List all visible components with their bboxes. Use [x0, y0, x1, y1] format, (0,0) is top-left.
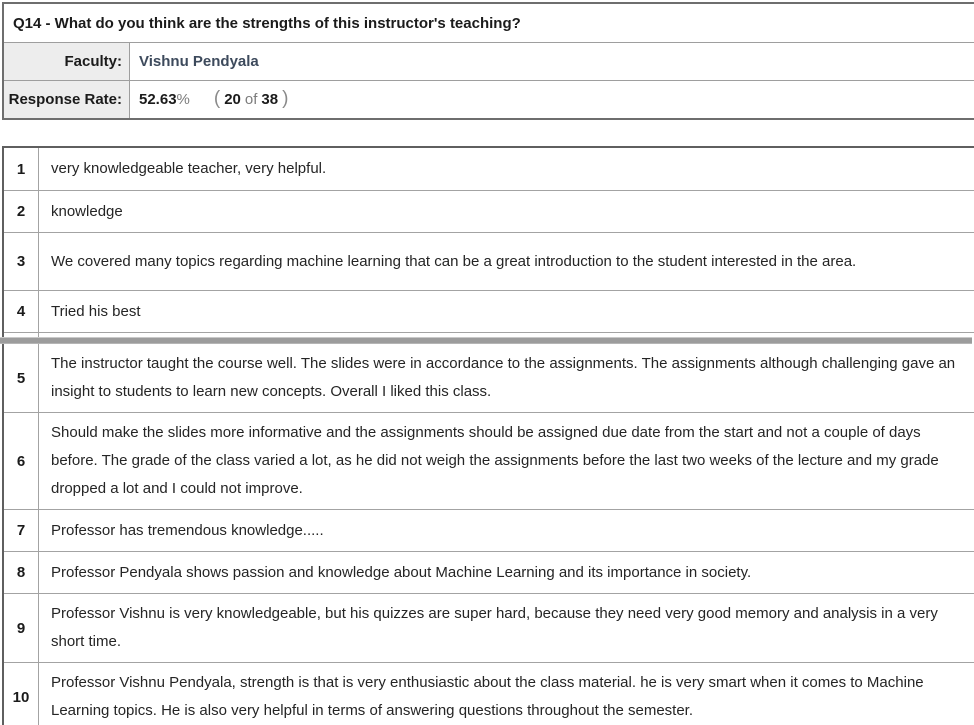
response-number: 5: [4, 344, 39, 412]
percent-sign: %: [176, 91, 190, 108]
response-row: [4, 148, 974, 190]
response-rate-value: 52.63: [139, 91, 177, 108]
faculty-name: Vishnu Pendyala: [139, 53, 259, 70]
response-row: [4, 593, 974, 662]
response-text: knowledge: [51, 202, 123, 220]
faculty-label: Faculty:: [4, 43, 130, 80]
responses-table-top: [2, 146, 974, 337]
response-text: Should make the slides more informative and the assignments should be assigned due date from the start and not a couple of days before. The grade of the class varied a lot, as he did not weigh the assignments before the last two weeks of the lecture and my grade dropped a lot and I could not improve.: [51, 424, 939, 497]
response-number: 8: [4, 552, 39, 593]
response-number: 2: [4, 191, 39, 232]
response-text: Professor Pendyala shows passion and knowledge about Machine Learning and its importance in society.: [51, 563, 752, 581]
responses-table-bottom: [2, 344, 974, 725]
response-number: 10: [4, 663, 39, 725]
response-row: [4, 551, 974, 593]
response-row: [4, 290, 974, 332]
response-number: 6: [4, 413, 39, 509]
paren-open: (: [213, 87, 221, 109]
response-number: 9: [4, 594, 39, 662]
response-number: 4: [4, 291, 39, 332]
responded-count: 20: [224, 91, 241, 108]
response-text: The instructor taught the course well. The slides were in accordance to the assignments. The assignments although challenging gave an insight to students to learn new concepts. Overall I liked this class.: [51, 355, 956, 400]
response-number: 3: [4, 233, 39, 290]
paren-close: ): [282, 87, 289, 109]
response-number: 1: [4, 148, 39, 190]
page-break-bar: [0, 337, 972, 344]
response-row: [4, 412, 974, 509]
response-number: [4, 333, 39, 337]
response-text: Professor has tremendous knowledge.....: [51, 521, 324, 539]
response-row: [4, 509, 974, 551]
faculty-row: [4, 42, 974, 80]
survey-report-page: [0, 2, 974, 725]
invited-count: 38: [261, 91, 279, 108]
response-rate-row: [4, 80, 974, 118]
question-title: Q14 - What do you think are the strengths of this instructor's teaching?: [13, 14, 521, 32]
question-row: [4, 4, 974, 42]
response-row: [4, 344, 974, 412]
response-text: Tried his best: [51, 302, 141, 320]
response-row: [4, 232, 974, 290]
response-text: Professor Vishnu Pendyala, strength is that is very enthusiastic about the class material. he is very smart when it comes to Machine Learning topics. He is also very helpful in terms of answering questions throughout the semester.: [51, 674, 924, 719]
response-count-group: [214, 89, 289, 111]
response-row: [4, 662, 974, 725]
of-word: of: [244, 91, 258, 108]
response-number: 7: [4, 510, 39, 551]
responses-section: [0, 146, 974, 725]
question-header-table: [2, 2, 974, 120]
response-text: We covered many topics regarding machine learning that can be a great introduction to the student interested in the area.: [51, 252, 857, 270]
response-row: [4, 190, 974, 232]
response-text: Professor Vishnu is very knowledgeable, but his quizzes are super hard, because they need very good memory and analysis in a very short time.: [51, 605, 938, 650]
response-rate-label: Response Rate:: [4, 81, 130, 118]
response-text: very knowledgeable teacher, very helpful.: [51, 160, 327, 177]
